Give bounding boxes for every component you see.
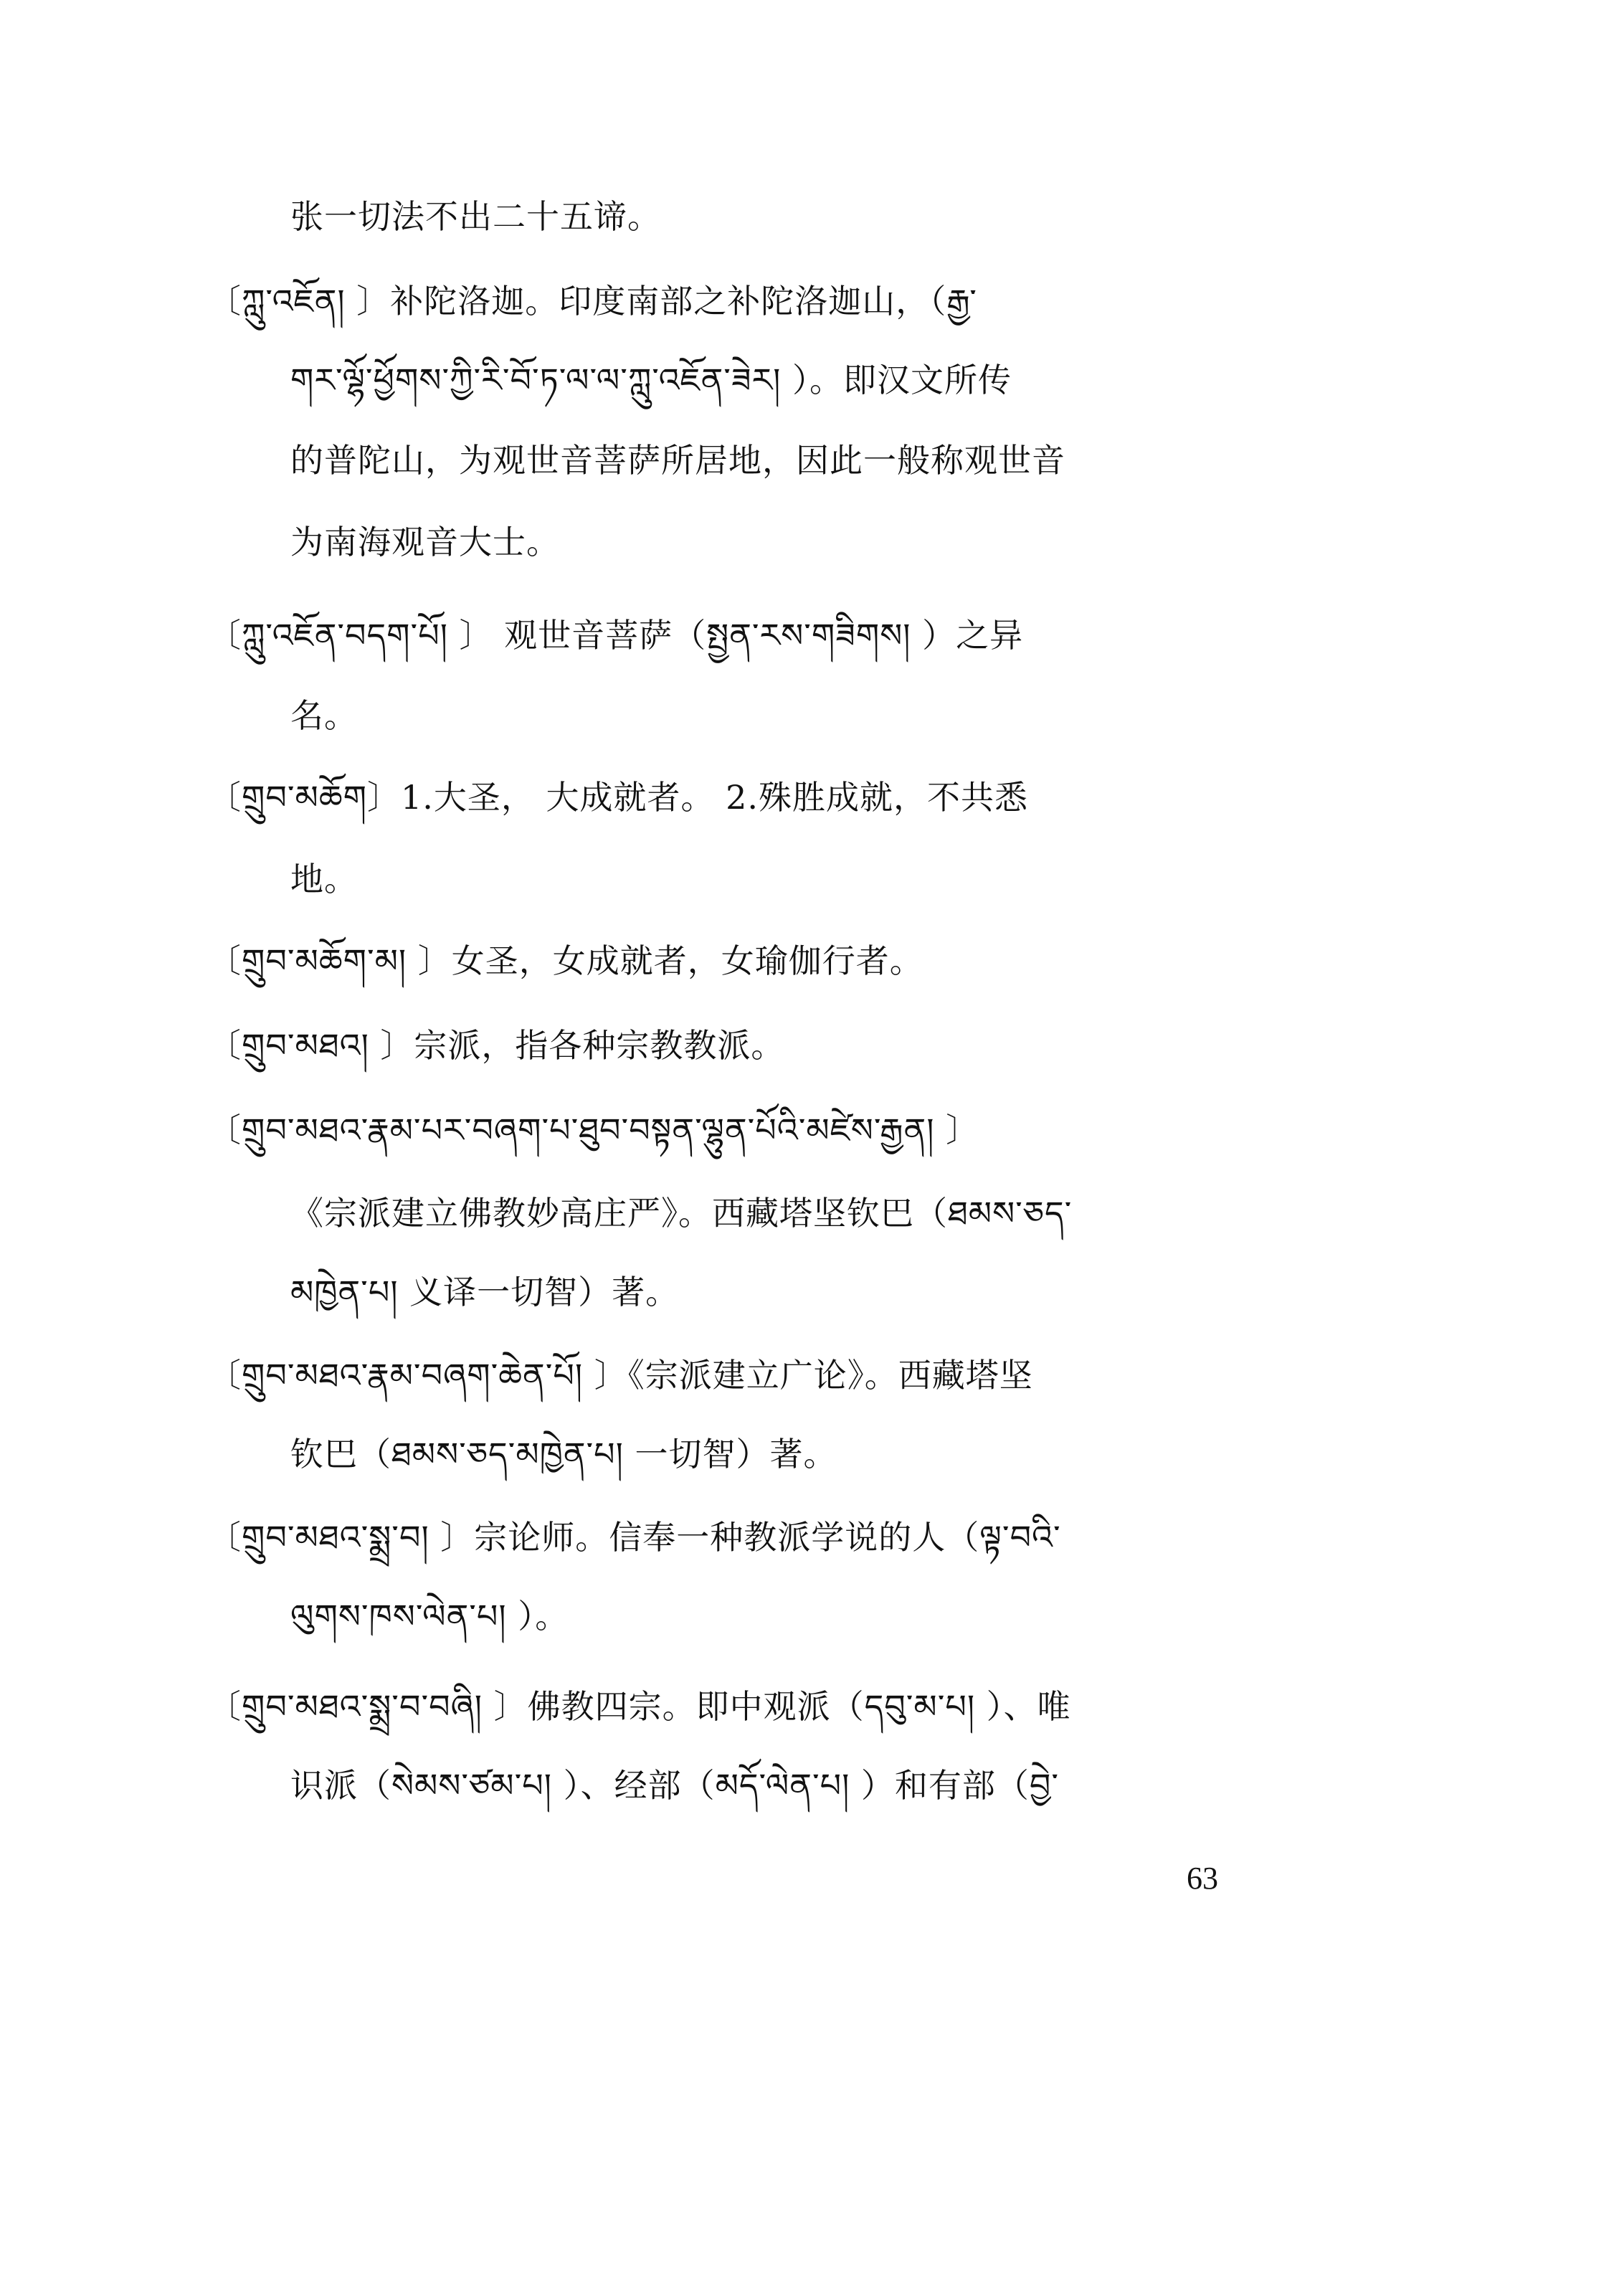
- text-line: 〔གྲུབ་མཐའ་སྨྲ་བ། 〕宗论师。信奉一种教派学说的人（ལྟ་བའི་: [208, 1518, 1061, 1557]
- text-line: ལུགས་ཁས་ལེན་པ། ）。: [290, 1597, 569, 1636]
- text-line: 为南海观音大士。: [290, 523, 560, 561]
- text-line: 〔གྲུབ་མཐའ། 〕宗派，指各种宗教教派。: [208, 1026, 785, 1065]
- text-line: 〔ཀླུ་འཇོན་བདག་པོ། 〕 观世音菩萨（སྤྱན་རས་གཟིགས། ）之异: [208, 616, 1024, 655]
- text-line: མཁྱེན་པ། 义译一切智）著。: [290, 1273, 680, 1311]
- text-line: 〔གྲུབ་མཐའ་རྣམ་བཞག་ཆེན་པོ། 〕《宗派建立广论》。西藏塔坚: [208, 1356, 1033, 1395]
- text-line: 〔ཀླུ་འཇོན། 〕补陀洛迦。印度南部之补陀洛迦山，（རྒྱ་: [208, 282, 977, 321]
- text-line: 《宗派建立佛教妙高庄严》。西藏塔坚钦巴（ཐམས་ཅད་: [290, 1194, 1073, 1233]
- text-line: 钦巴（ཐམས་ཅད་མཁྱེན་པ། 一切智）著。: [290, 1435, 837, 1473]
- text-line: 的普陀山，为观世音菩萨所居地，因此一般称观世音: [290, 441, 1065, 480]
- text-line: 〔གྲུབ་མཆོག〕1.大圣， 大成就者。 2.殊胜成就，不共悉: [208, 778, 1028, 817]
- text-line: 〔གྲུབ་མཐའ་རྣམ་པར་བཞག་པ་ཐུབ་བསྟན་ལྷུན་པོའི་མཛེས་རྒྱན། 〕: [208, 1111, 980, 1149]
- text-line: གར་ལྷོ་ཕྱོགས་ཀྱི་རི་བོ་ཏ་ལ་ལ་ཀླུ་འཇོན་ཟེར། ）。即汉文所传: [290, 361, 1012, 399]
- text-line: 张一切法不出二十五谛。: [290, 197, 661, 236]
- text-line: 识派（སེམས་ཙམ་པ། ）、经部（མདོ་ལེན་པ། ）和有部（བྱེ་: [290, 1766, 1060, 1805]
- text-line: 地。: [290, 860, 358, 898]
- text-line: 〔གྲུབ་མཆོག་མ། 〕女圣，女成就者，女瑜伽行者。: [208, 941, 923, 980]
- text-line: 〔གྲུབ་མཐའ་སྨྲ་བ་བཞི། 〕佛教四宗。即中观派（དབུ་མ་པ། ）、唯: [208, 1687, 1071, 1726]
- text-line: 名。: [290, 696, 358, 735]
- page-number: 63: [1187, 1861, 1218, 1896]
